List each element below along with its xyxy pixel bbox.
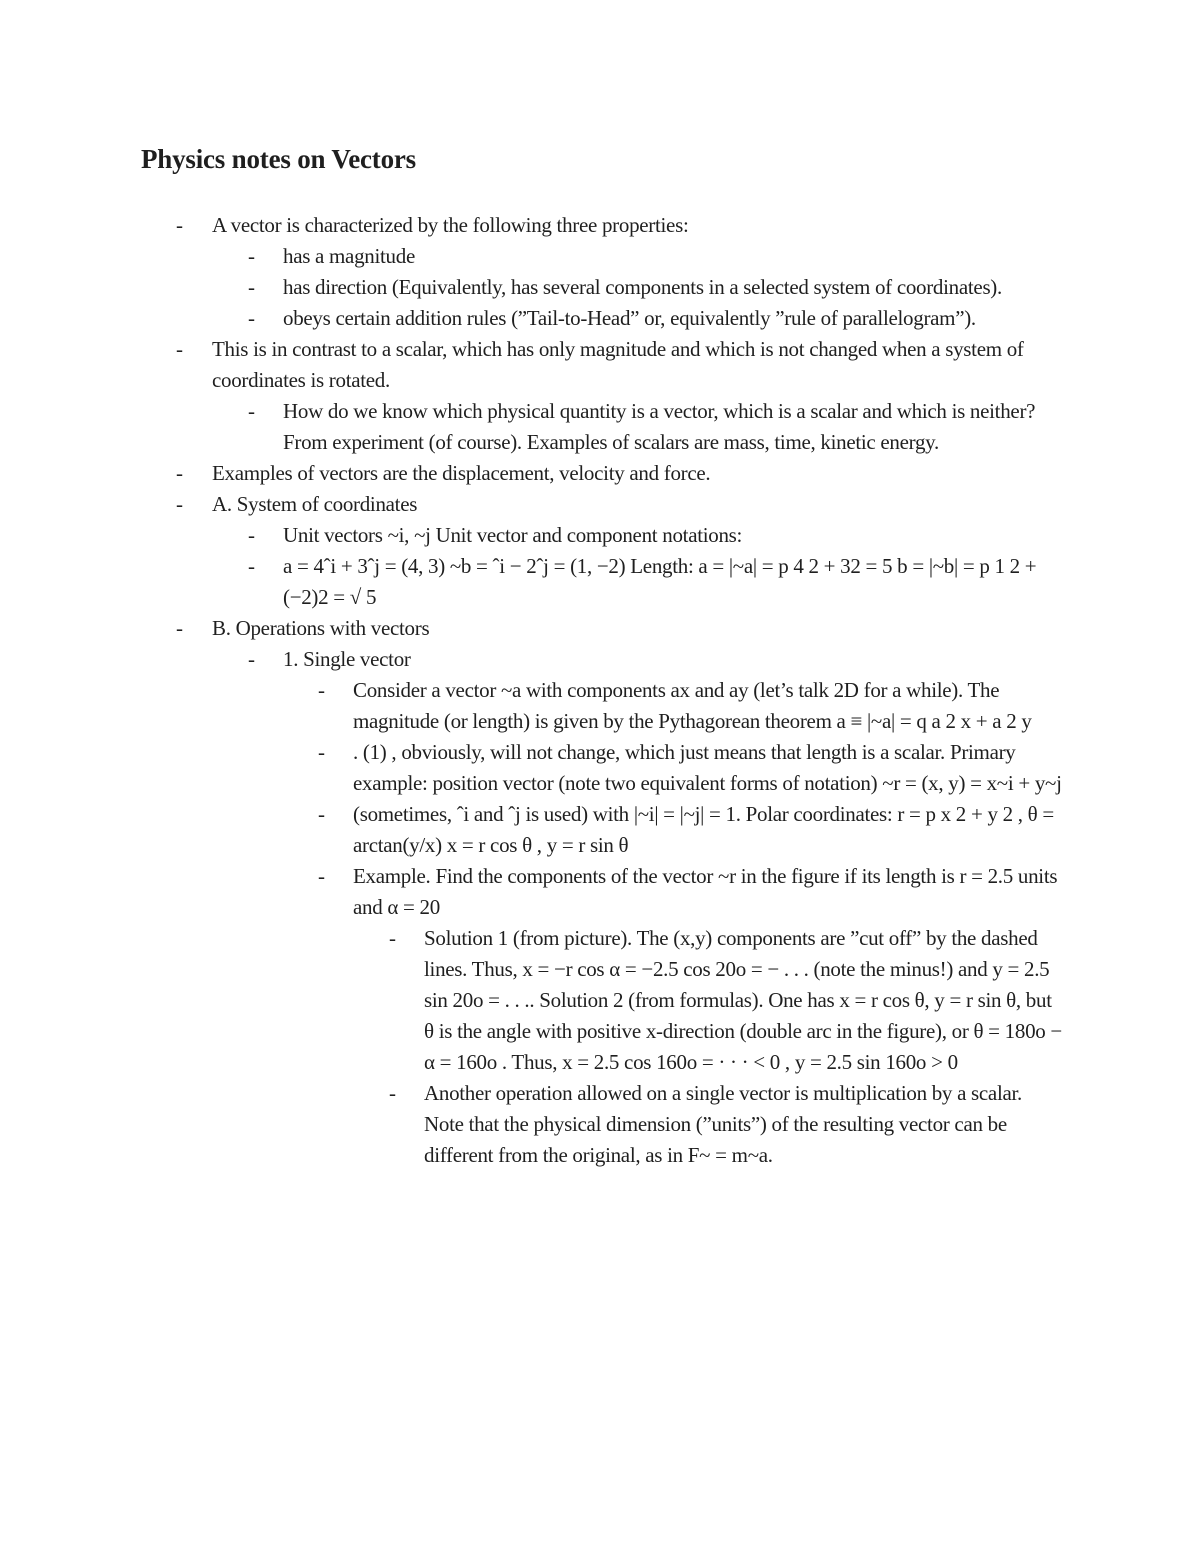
list-item-text: 1. Single vector — [283, 647, 411, 671]
list-item — [0, 334, 1200, 396]
list-item-text: Unit vectors ~i, ~j Unit vector and component notations: — [283, 523, 743, 547]
list-item-text: . (1) , obviously, will not change, which just means that length is a scalar. Primary example: position vector (note two equivalent forms of notation) ~r = (x, y) = x~i + y~j — [353, 740, 1062, 795]
list-item — [0, 861, 1200, 923]
list-item-text: Example. Find the components of the vector ~r in the figure if its length is r = 2.5 units and α = 20 — [353, 864, 1058, 919]
list-item — [0, 613, 1200, 644]
list-item — [0, 551, 1200, 613]
bullet-dash: - — [176, 213, 183, 237]
bullet-dash: - — [318, 864, 325, 888]
bullet-dash: - — [248, 306, 255, 330]
bullet-dash: - — [248, 554, 255, 578]
list-item — [0, 675, 1200, 737]
list-item — [0, 489, 1200, 520]
list-item — [0, 458, 1200, 489]
list-item-text: Another operation allowed on a single vector is multiplication by a scalar. Note that the physical dimension (”units”) of the resulting vector can be different from the original, as in F~ = m~a. — [424, 1081, 1022, 1167]
list-item-text: obeys certain addition rules (”Tail-to-Head” or, equivalently ”rule of parallelogram”). — [283, 306, 976, 330]
bullet-dash: - — [176, 492, 183, 516]
list-item-text: A. System of coordinates — [212, 492, 418, 516]
list-item-text: A vector is characterized by the following three properties: — [212, 213, 689, 237]
bullet-dash: - — [176, 337, 183, 361]
list-item — [0, 737, 1200, 799]
list-item — [0, 303, 1200, 334]
bullet-dash: - — [389, 926, 396, 950]
list-item — [0, 799, 1200, 861]
list-item-text: has direction (Equivalently, has several components in a selected system of coordinates). — [283, 275, 1002, 299]
bullet-dash: - — [248, 647, 255, 671]
list-item-text: has a magnitude — [283, 244, 415, 268]
list-item — [0, 396, 1200, 458]
list-item-text: (sometimes, ˆi and ˆj is used) with |~i| = |~j| = 1. Polar coordinates: r = p x 2 + y 2 , θ = arctan(y/x) x = r cos θ , y = r sin θ — [353, 802, 1054, 857]
list-item-text: Solution 1 (from picture). The (x,y) components are ”cut off” by the dashed lines. Thus, x = −r cos α = −2.5 cos 20o = − . . . (note the minus!) and y = 2.5 sin 20o = . . .. Solution 2 (from formulas). One has x = r cos θ, y = r sin θ, but θ is the angle with positive x-direction (double arc in the figure), or θ = 180o − α = 160o . Thus, x = 2.5 cos 160o = · · · < 0 , y = 2.5 sin 160o > 0 — [424, 926, 1062, 1074]
list-item-text: Examples of vectors are the displacement, velocity and force. — [212, 461, 711, 485]
list-item — [0, 644, 1200, 675]
list-item — [0, 923, 1200, 1078]
bullet-dash: - — [248, 523, 255, 547]
list-item — [0, 241, 1200, 272]
list-item — [0, 272, 1200, 303]
list-item-text: How do we know which physical quantity is a vector, which is a scalar and which is neither? From experiment (of course). Examples of scalars are mass, time, kinetic energy. — [283, 399, 1036, 454]
list-item-text: B. Operations with vectors — [212, 616, 430, 640]
list-item — [0, 210, 1200, 241]
page-title: Physics notes on Vectors — [141, 144, 416, 174]
list-item — [0, 520, 1200, 551]
list-item-text: Consider a vector ~a with components ax and ay (let’s talk 2D for a while). The magnitude (or length) is given by the Pythagorean theorem a ≡ |~a| = q a 2 x + a 2 y — [353, 678, 1032, 733]
list-item-text: a = 4ˆi + 3ˆj = (4, 3) ~b = ˆi − 2ˆj = (1, −2) Length: a = |~a| = p 4 2 + 32 = 5 b = |~b| = p 1 2 + (−2)2 = √ 5 — [283, 554, 1037, 609]
bullet-dash: - — [248, 244, 255, 268]
bullet-dash: - — [248, 399, 255, 423]
bullet-dash: - — [389, 1081, 396, 1105]
list-item — [0, 1078, 1200, 1171]
list-item-text: This is in contrast to a scalar, which has only magnitude and which is not changed when a system of coordinates is rotated. — [212, 337, 1024, 392]
bullet-dash: - — [248, 275, 255, 299]
bullet-dash: - — [318, 740, 325, 764]
bullet-dash: - — [176, 616, 183, 640]
bullet-dash: - — [176, 461, 183, 485]
notes-list — [0, 210, 1200, 1171]
bullet-dash: - — [318, 802, 325, 826]
bullet-dash: - — [318, 678, 325, 702]
